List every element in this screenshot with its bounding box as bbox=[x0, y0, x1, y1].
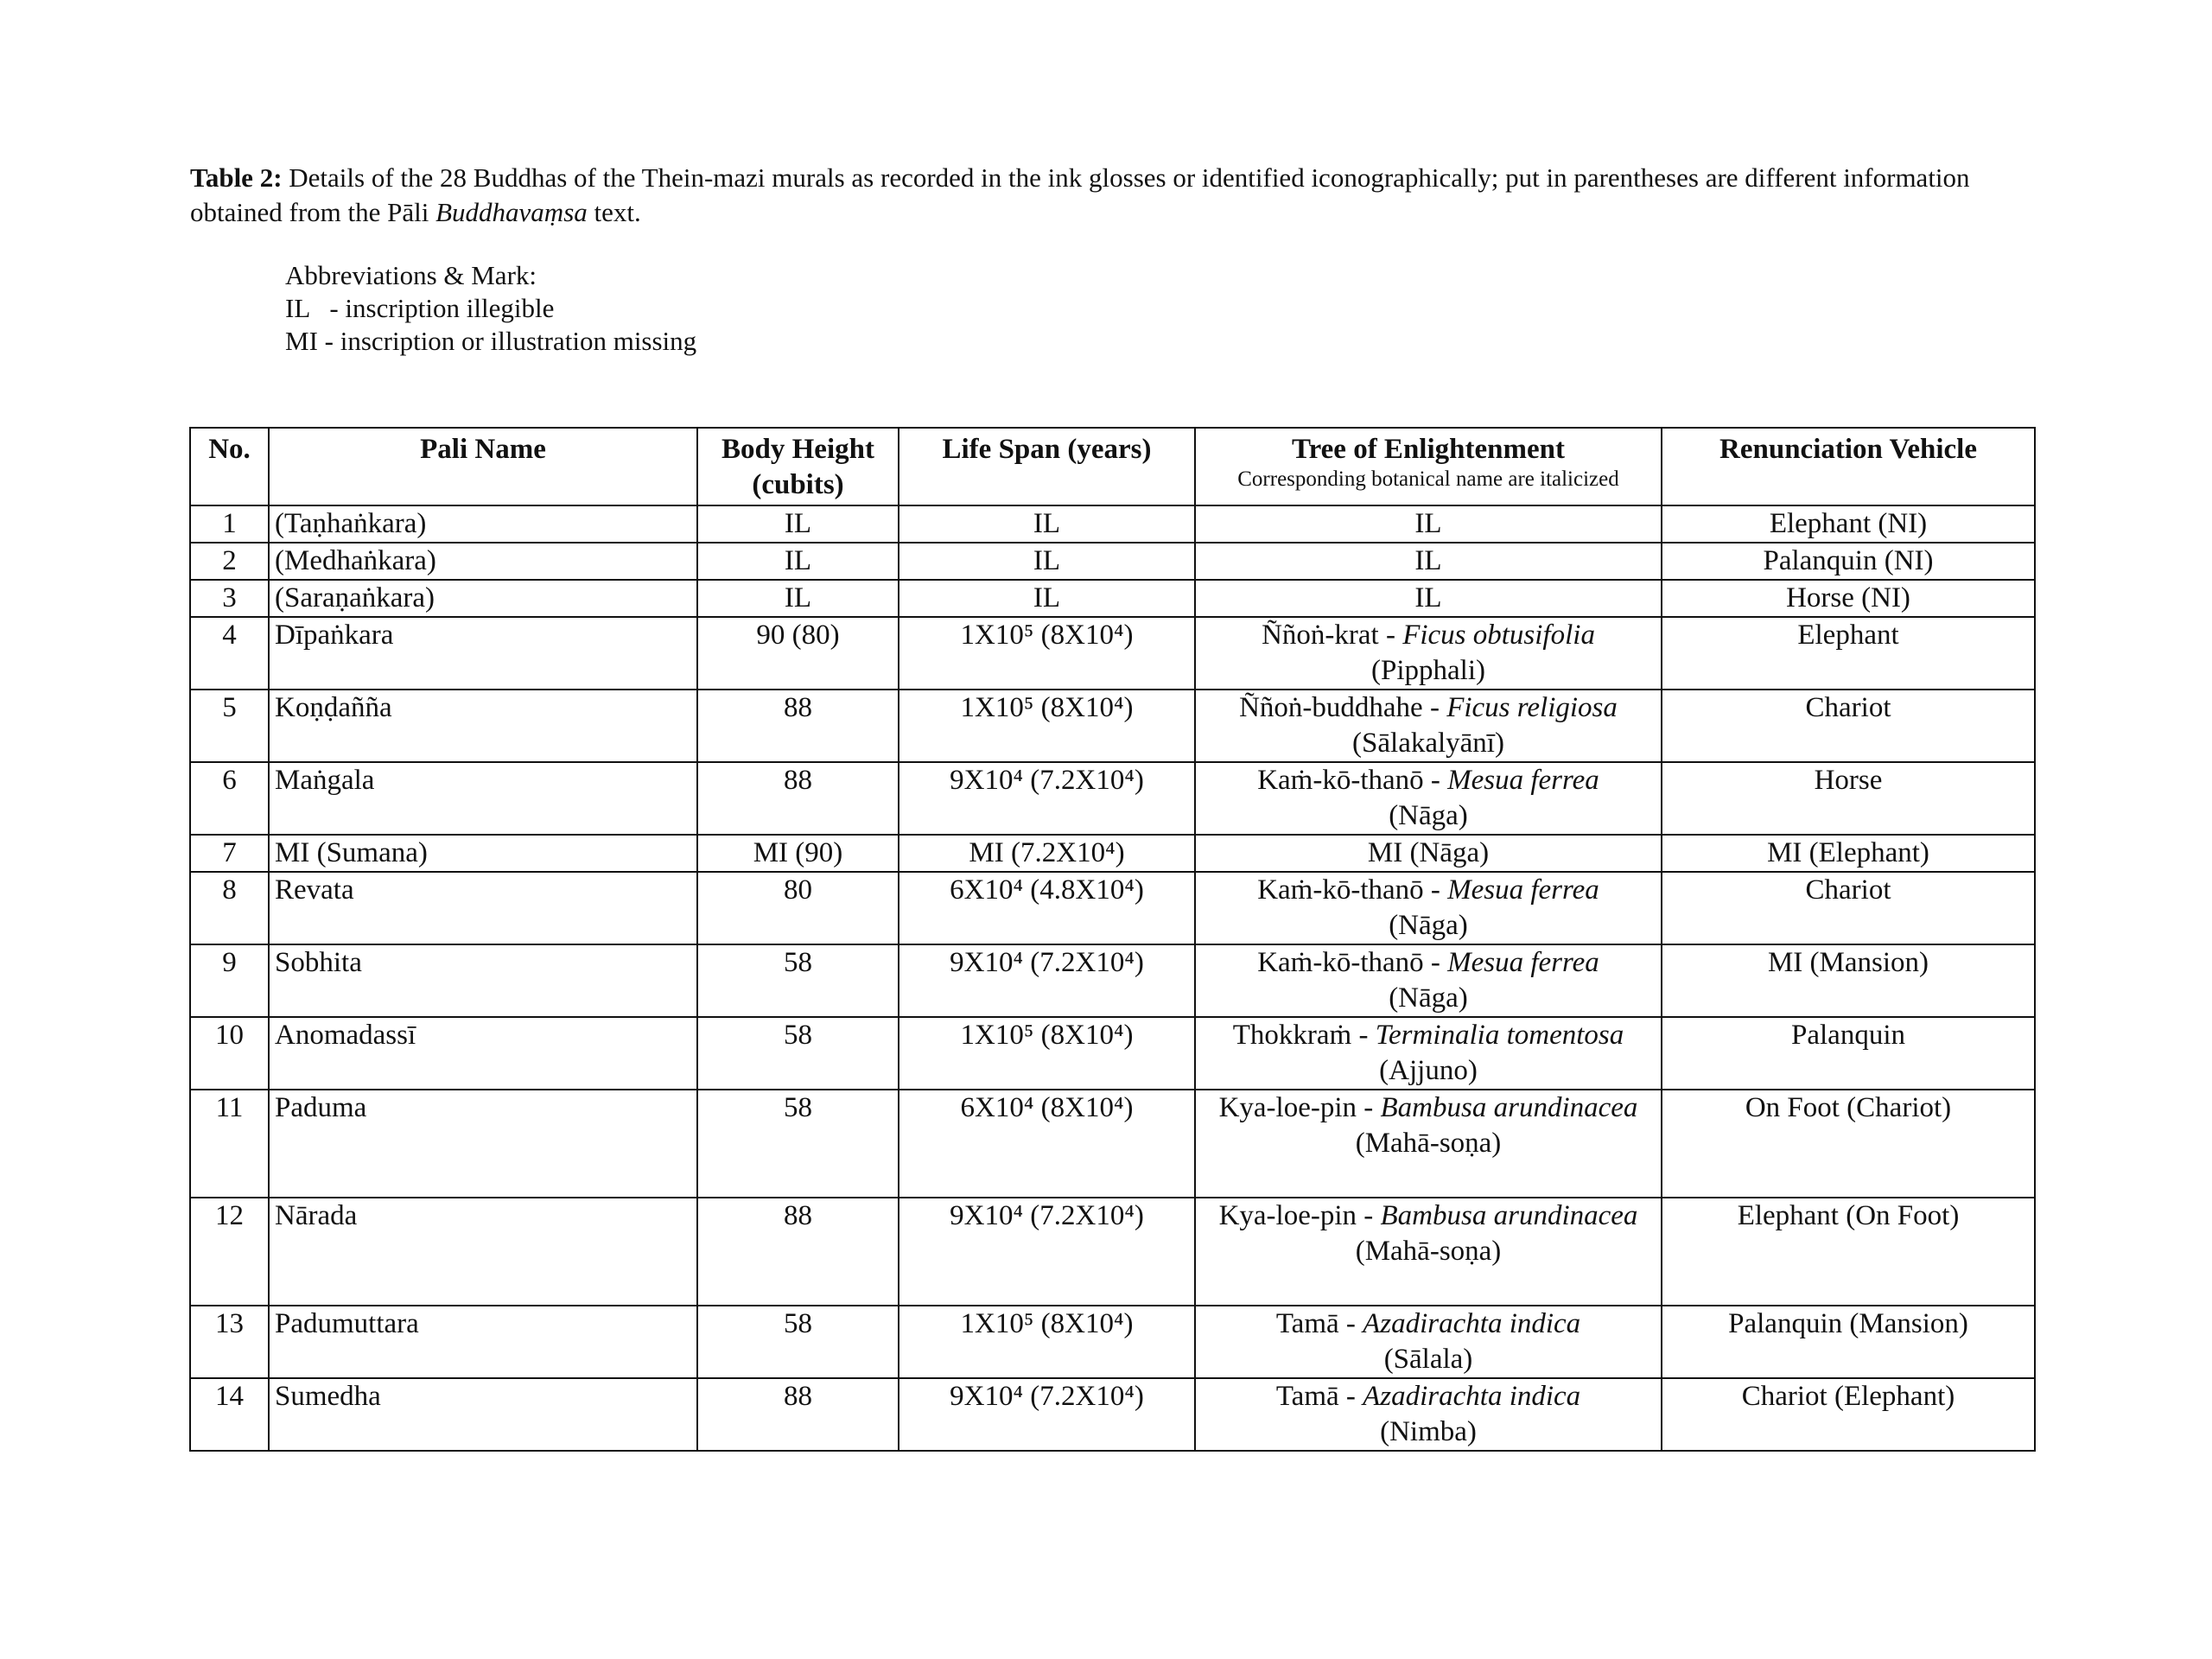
tree-local-name: IL bbox=[1414, 582, 1442, 613]
tree-pali-name: (Sālakalyānī) bbox=[1352, 728, 1504, 759]
cell-no: 4 bbox=[190, 617, 269, 690]
header-pali-name: Pali Name bbox=[269, 428, 697, 505]
abbreviations-block bbox=[285, 259, 696, 358]
abbreviation-item: IL - inscription illegible bbox=[285, 293, 555, 323]
table-row bbox=[190, 617, 2035, 690]
cell-tree bbox=[1195, 1306, 1662, 1378]
tree-botanical-name: Bambusa arundinacea bbox=[1380, 1200, 1638, 1231]
cell-life-span bbox=[899, 1378, 1195, 1451]
cell-body-height: 88 bbox=[697, 762, 899, 835]
life-span-value: 6X10⁴ bbox=[960, 1092, 1034, 1123]
tree-pali-name: (Nāga) bbox=[1389, 910, 1468, 941]
cell-pali-name: Nārada bbox=[269, 1198, 697, 1306]
table-row bbox=[190, 944, 2035, 1017]
life-span-pali-value: (7.2X10⁴) bbox=[1023, 947, 1144, 978]
tree-local-name: Tamā - bbox=[1275, 1308, 1363, 1339]
tree-pali-name: (Ajjuno) bbox=[1379, 1055, 1478, 1086]
life-span-value: 1X10⁵ bbox=[960, 1020, 1034, 1051]
cell-life-span bbox=[899, 1198, 1195, 1306]
life-span-pali-value: (7.2X10⁴) bbox=[1023, 1200, 1144, 1231]
cell-tree bbox=[1195, 543, 1662, 580]
cell-vehicle: On Foot (Chariot) bbox=[1662, 1090, 2035, 1198]
cell-body-height: 80 bbox=[697, 872, 899, 944]
cell-vehicle: Elephant bbox=[1662, 617, 2035, 690]
table-row bbox=[190, 543, 2035, 580]
cell-pali-name: Sumedha bbox=[269, 1378, 697, 1451]
cell-body-height: IL bbox=[697, 543, 899, 580]
header-tree-label: Tree of Enlightenment bbox=[1292, 434, 1565, 465]
table-row bbox=[190, 872, 2035, 944]
cell-life-span bbox=[899, 872, 1195, 944]
cell-no: 7 bbox=[190, 835, 269, 872]
cell-body-height: 58 bbox=[697, 944, 899, 1017]
cell-tree bbox=[1195, 762, 1662, 835]
cell-vehicle: Horse bbox=[1662, 762, 2035, 835]
tree-local-name: Kaṁ-kō-thanō - bbox=[1257, 874, 1448, 906]
cell-life-span bbox=[899, 1017, 1195, 1090]
cell-vehicle: Elephant (NI) bbox=[1662, 505, 2035, 543]
table-row bbox=[190, 690, 2035, 762]
cell-pali-name: (Taṇhaṅkara) bbox=[269, 505, 697, 543]
caption-text-end: text. bbox=[587, 197, 641, 227]
cell-body-height: 90 (80) bbox=[697, 617, 899, 690]
tree-botanical-name: Azadirachta indica bbox=[1363, 1308, 1581, 1339]
life-span-pali-value: (8X10⁴) bbox=[1033, 1020, 1134, 1051]
cell-life-span bbox=[899, 944, 1195, 1017]
tree-local-name: IL bbox=[1414, 508, 1442, 539]
life-span-value: IL bbox=[1033, 582, 1061, 613]
header-tree-note: Corresponding botanical name are italicized bbox=[1237, 467, 1619, 491]
life-span-pali-value: (4.8X10⁴) bbox=[1023, 874, 1144, 906]
cell-vehicle: Palanquin (NI) bbox=[1662, 543, 2035, 580]
life-span-value: 9X10⁴ bbox=[950, 947, 1023, 978]
cell-vehicle: MI (Elephant) bbox=[1662, 835, 2035, 872]
cell-tree bbox=[1195, 1198, 1662, 1306]
tree-pali-name: (Nāga) bbox=[1389, 800, 1468, 831]
cell-body-height: IL bbox=[697, 580, 899, 617]
header-tree bbox=[1195, 428, 1662, 505]
cell-no: 13 bbox=[190, 1306, 269, 1378]
life-span-pali-value: (7.2X10⁴) bbox=[1023, 1381, 1144, 1412]
cell-body-height: 88 bbox=[697, 690, 899, 762]
cell-tree bbox=[1195, 505, 1662, 543]
life-span-value: IL bbox=[1033, 545, 1061, 576]
caption-label: Table 2: bbox=[190, 162, 283, 193]
cell-vehicle: MI (Mansion) bbox=[1662, 944, 2035, 1017]
cell-vehicle: Elephant (On Foot) bbox=[1662, 1198, 2035, 1306]
cell-vehicle: Chariot (Elephant) bbox=[1662, 1378, 2035, 1451]
table-row bbox=[190, 1378, 2035, 1451]
tree-botanical-name: Terminalia tomentosa bbox=[1375, 1020, 1624, 1051]
cell-tree bbox=[1195, 690, 1662, 762]
table-row bbox=[190, 1090, 2035, 1198]
cell-no: 3 bbox=[190, 580, 269, 617]
table-row bbox=[190, 1198, 2035, 1306]
tree-botanical-name: Azadirachta indica bbox=[1363, 1381, 1581, 1412]
tree-botanical-name: Ficus obtusifolia bbox=[1402, 620, 1595, 651]
tree-pali-name: (Nāga) bbox=[1389, 982, 1468, 1014]
cell-pali-name: Paduma bbox=[269, 1090, 697, 1198]
life-span-value: 9X10⁴ bbox=[950, 765, 1023, 796]
cell-body-height: 88 bbox=[697, 1198, 899, 1306]
cell-vehicle: Palanquin (Mansion) bbox=[1662, 1306, 2035, 1378]
tree-botanical-name: Mesua ferrea bbox=[1447, 947, 1599, 978]
life-span-value: 9X10⁴ bbox=[950, 1381, 1023, 1412]
cell-life-span bbox=[899, 543, 1195, 580]
table-row bbox=[190, 1017, 2035, 1090]
tree-local-name: Ññoṅ-krat - bbox=[1262, 620, 1403, 651]
header-body-height: Body Height (cubits) bbox=[697, 428, 899, 505]
tree-local-name: Thokkraṁ - bbox=[1232, 1020, 1376, 1051]
life-span-value: 1X10⁵ bbox=[960, 692, 1034, 723]
caption-text: Details of the 28 Buddhas of the Thein-mazi murals as recorded in the ink glosses or identified iconographically; put in parentheses are different information obtained from the Pāli bbox=[190, 162, 1970, 227]
cell-no: 6 bbox=[190, 762, 269, 835]
cell-life-span bbox=[899, 505, 1195, 543]
cell-pali-name: Anomadassī bbox=[269, 1017, 697, 1090]
cell-pali-name: Maṅgala bbox=[269, 762, 697, 835]
tree-local-name: Tamā - bbox=[1275, 1381, 1363, 1412]
tree-botanical-name: Ficus religiosa bbox=[1446, 692, 1618, 723]
cell-vehicle: Chariot bbox=[1662, 872, 2035, 944]
header-life-span: Life Span (years) bbox=[899, 428, 1195, 505]
life-span-value: 6X10⁴ bbox=[950, 874, 1023, 906]
table-caption bbox=[190, 161, 2048, 230]
tree-local-name: Kaṁ-kō-thanō - bbox=[1257, 947, 1448, 978]
table-row bbox=[190, 580, 2035, 617]
cell-body-height: 58 bbox=[697, 1306, 899, 1378]
cell-body-height: MI (90) bbox=[697, 835, 899, 872]
tree-local-name: Ññoṅ-buddhahe - bbox=[1239, 692, 1447, 723]
cell-pali-name: Koṇḍañña bbox=[269, 690, 697, 762]
table-body bbox=[190, 505, 2035, 1451]
cell-vehicle: Horse (NI) bbox=[1662, 580, 2035, 617]
cell-pali-name: Dīpaṅkara bbox=[269, 617, 697, 690]
cell-no: 11 bbox=[190, 1090, 269, 1198]
cell-vehicle: Chariot bbox=[1662, 690, 2035, 762]
cell-body-height: 58 bbox=[697, 1017, 899, 1090]
buddhas-table bbox=[189, 427, 2036, 1452]
cell-tree bbox=[1195, 944, 1662, 1017]
cell-pali-name: Revata bbox=[269, 872, 697, 944]
table-row bbox=[190, 1306, 2035, 1378]
cell-no: 2 bbox=[190, 543, 269, 580]
life-span-value: IL bbox=[1033, 508, 1061, 539]
tree-local-name: Kaṁ-kō-thanō - bbox=[1257, 765, 1448, 796]
cell-no: 14 bbox=[190, 1378, 269, 1451]
life-span-value: 9X10⁴ bbox=[950, 1200, 1023, 1231]
tree-botanical-name: Mesua ferrea bbox=[1447, 765, 1599, 796]
abbreviation-item: MI - inscription or illustration missing bbox=[285, 326, 697, 356]
tree-pali-name: (Pipphali) bbox=[1371, 655, 1485, 686]
cell-life-span bbox=[899, 1090, 1195, 1198]
life-span-pali-value: (8X10⁴) bbox=[1033, 1308, 1134, 1339]
cell-tree bbox=[1195, 617, 1662, 690]
cell-tree bbox=[1195, 580, 1662, 617]
tree-pali-name: (Mahā-soṇa) bbox=[1355, 1236, 1502, 1267]
life-span-value: 1X10⁵ bbox=[960, 620, 1034, 651]
tree-botanical-name: Mesua ferrea bbox=[1447, 874, 1599, 906]
cell-tree bbox=[1195, 872, 1662, 944]
life-span-pali-value: (8X10⁴) bbox=[1033, 1092, 1134, 1123]
cell-no: 10 bbox=[190, 1017, 269, 1090]
cell-no: 8 bbox=[190, 872, 269, 944]
tree-local-name: IL bbox=[1414, 545, 1442, 576]
cell-no: 5 bbox=[190, 690, 269, 762]
tree-pali-name: (Sālala) bbox=[1383, 1344, 1473, 1375]
tree-local-name: Kya-loe-pin - bbox=[1218, 1200, 1381, 1231]
abbreviations-title: Abbreviations & Mark: bbox=[285, 260, 537, 290]
tree-botanical-name: Bambusa arundinacea bbox=[1380, 1092, 1638, 1123]
cell-life-span bbox=[899, 1306, 1195, 1378]
cell-life-span bbox=[899, 835, 1195, 872]
cell-vehicle: Palanquin bbox=[1662, 1017, 2035, 1090]
cell-tree bbox=[1195, 1017, 1662, 1090]
tree-pali-name: (Nimba) bbox=[1380, 1416, 1477, 1447]
table-row bbox=[190, 505, 2035, 543]
cell-body-height: 58 bbox=[697, 1090, 899, 1198]
tree-local-name: Kya-loe-pin - bbox=[1218, 1092, 1381, 1123]
life-span-value: MI (7.2X10⁴) bbox=[969, 837, 1125, 868]
life-span-value: 1X10⁵ bbox=[960, 1308, 1034, 1339]
cell-life-span bbox=[899, 762, 1195, 835]
cell-body-height: IL bbox=[697, 505, 899, 543]
life-span-pali-value: (8X10⁴) bbox=[1033, 692, 1134, 723]
table-row bbox=[190, 835, 2035, 872]
cell-life-span bbox=[899, 617, 1195, 690]
cell-pali-name: (Saraṇaṅkara) bbox=[269, 580, 697, 617]
tree-pali-name: (Mahā-soṇa) bbox=[1355, 1128, 1502, 1159]
caption-italic-title: Buddhavaṃsa bbox=[435, 197, 588, 227]
table-row bbox=[190, 762, 2035, 835]
cell-no: 9 bbox=[190, 944, 269, 1017]
header-vehicle: Renunciation Vehicle bbox=[1662, 428, 2035, 505]
cell-body-height: 88 bbox=[697, 1378, 899, 1451]
header-no: No. bbox=[190, 428, 269, 505]
cell-no: 1 bbox=[190, 505, 269, 543]
tree-local-name: MI (Nāga) bbox=[1367, 837, 1490, 868]
cell-pali-name: Sobhita bbox=[269, 944, 697, 1017]
life-span-pali-value: (8X10⁴) bbox=[1033, 620, 1134, 651]
cell-life-span bbox=[899, 690, 1195, 762]
cell-life-span bbox=[899, 580, 1195, 617]
cell-tree bbox=[1195, 1090, 1662, 1198]
life-span-pali-value: (7.2X10⁴) bbox=[1023, 765, 1144, 796]
table-header-row bbox=[190, 428, 2035, 505]
cell-no: 12 bbox=[190, 1198, 269, 1306]
cell-pali-name: Padumuttara bbox=[269, 1306, 697, 1378]
cell-pali-name: (Medhaṅkara) bbox=[269, 543, 697, 580]
cell-pali-name: MI (Sumana) bbox=[269, 835, 697, 872]
cell-tree bbox=[1195, 1378, 1662, 1451]
cell-tree bbox=[1195, 835, 1662, 872]
